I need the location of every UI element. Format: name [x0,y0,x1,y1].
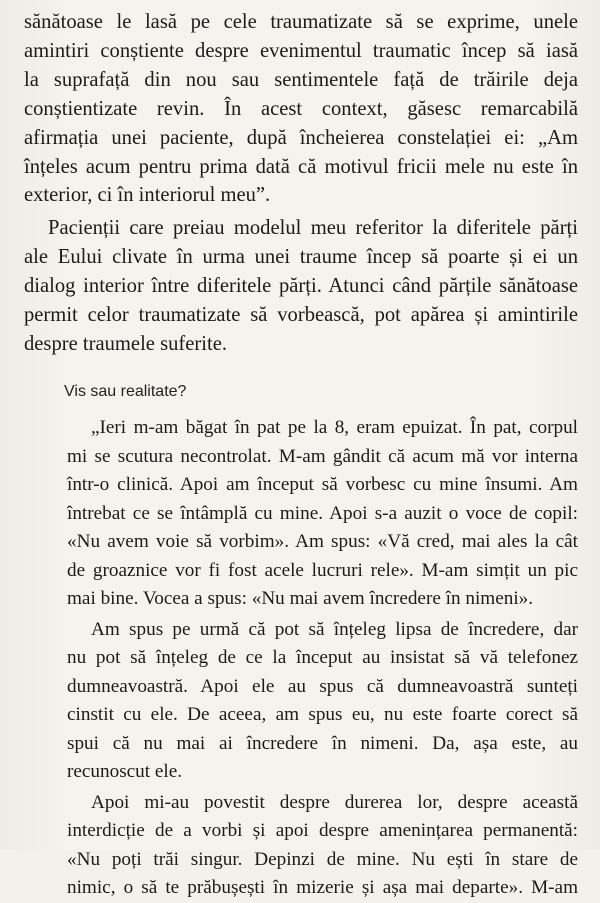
text-line: de groaznice vor fi fost acele lucruri rele». M-am simțit un pic [67,559,578,581]
paragraph [67,789,578,903]
text-line: Apoi mi-au povestit despre durerea lor, despre această [91,791,578,813]
text-line: spui că nu mai ai încredere în nimeni. Da, așa este, au [67,732,578,754]
text-line: nu pot să înțeleg de ce la început au insistat să vă telefonez [67,647,578,668]
text-line: într-o clinică. Apoi am început să vorbesc cu mine însumi. Am [67,474,578,495]
text-line: mi se scutura necontrolat. M-am gândit că acum mă vor interna [67,445,578,467]
section-heading: Vis sau realitate? [64,383,187,400]
text-line: afirmația unei paciente, după încheierea constelației ei: „Am [24,126,578,149]
text-line: „Ieri m-am băgat în pat pe la 8, eram epuizat. În pat, corpul [91,417,578,438]
text-line: dumneavoastră. Apoi ele au spus că dumneavoastră sunteți [67,675,578,697]
text-line: despre traumele suferite. [24,332,227,355]
paragraph [24,214,578,359]
paragraph [67,414,578,614]
text-line: exterior, ci în interiorul meu”. [24,184,271,207]
quote-text [67,414,578,903]
text-line: «Nu poți trăi singur. Depinzi de mine. Nu ești în stare de [67,848,578,870]
text-line: ale Eului clivate în urma unei traume încep să poarte și ei un [24,246,578,269]
text-line: interdicție de a vorbi și apoi despre amenințarea permanentă: [67,820,578,841]
text-line: nimic, o să te prăbușești în mizerie și așa mai departe». M-am [67,877,578,898]
text-line: Pacienții care preiau modelul meu referitor la diferitele părți [48,217,578,240]
text-line: conștientizate revin. În acest context, găsesc remarcabilă [24,97,578,120]
text-line: amintiri conștiente despre evenimentul traumatic încep să iasă [24,39,578,62]
text-line: recunoscut ele. [67,761,183,782]
paragraph [24,8,578,210]
text-line: «Nu avem voie să vorbim». Am spus: «Vă cred, mai ales la cât [67,531,578,552]
text-line: dialog interior între diferitele părți. Atunci când părțile sănătoase [24,275,578,298]
text-line: întrebat ce se întâmplă cu mine. Apoi s-a auzit o voce de copil: [67,502,578,524]
text-line: Am spus pe urmă că pot să înțeleg lipsa de încredere, dar [91,618,578,640]
text-line: sănătoase le lasă pe cele traumatizate să se exprime, unele [24,11,578,33]
text-line: permit celor traumatizate să vorbească, pot apărea și amintirile [24,304,578,327]
text-line: mai bine. Vocea a spus: «Nu mai avem încredere în nimeni». [67,588,534,609]
text-line: la suprafață din nou sau sentimentele față de trăirile deja [24,68,578,91]
body-text [24,8,578,359]
text-line: cinstit cu ele. De aceea, am spus eu, nu este foarte corect să [67,704,578,725]
paragraph [67,616,578,787]
text-line: înțeles acum pentru prima dată că motivul fricii mele nu este în [24,155,578,178]
